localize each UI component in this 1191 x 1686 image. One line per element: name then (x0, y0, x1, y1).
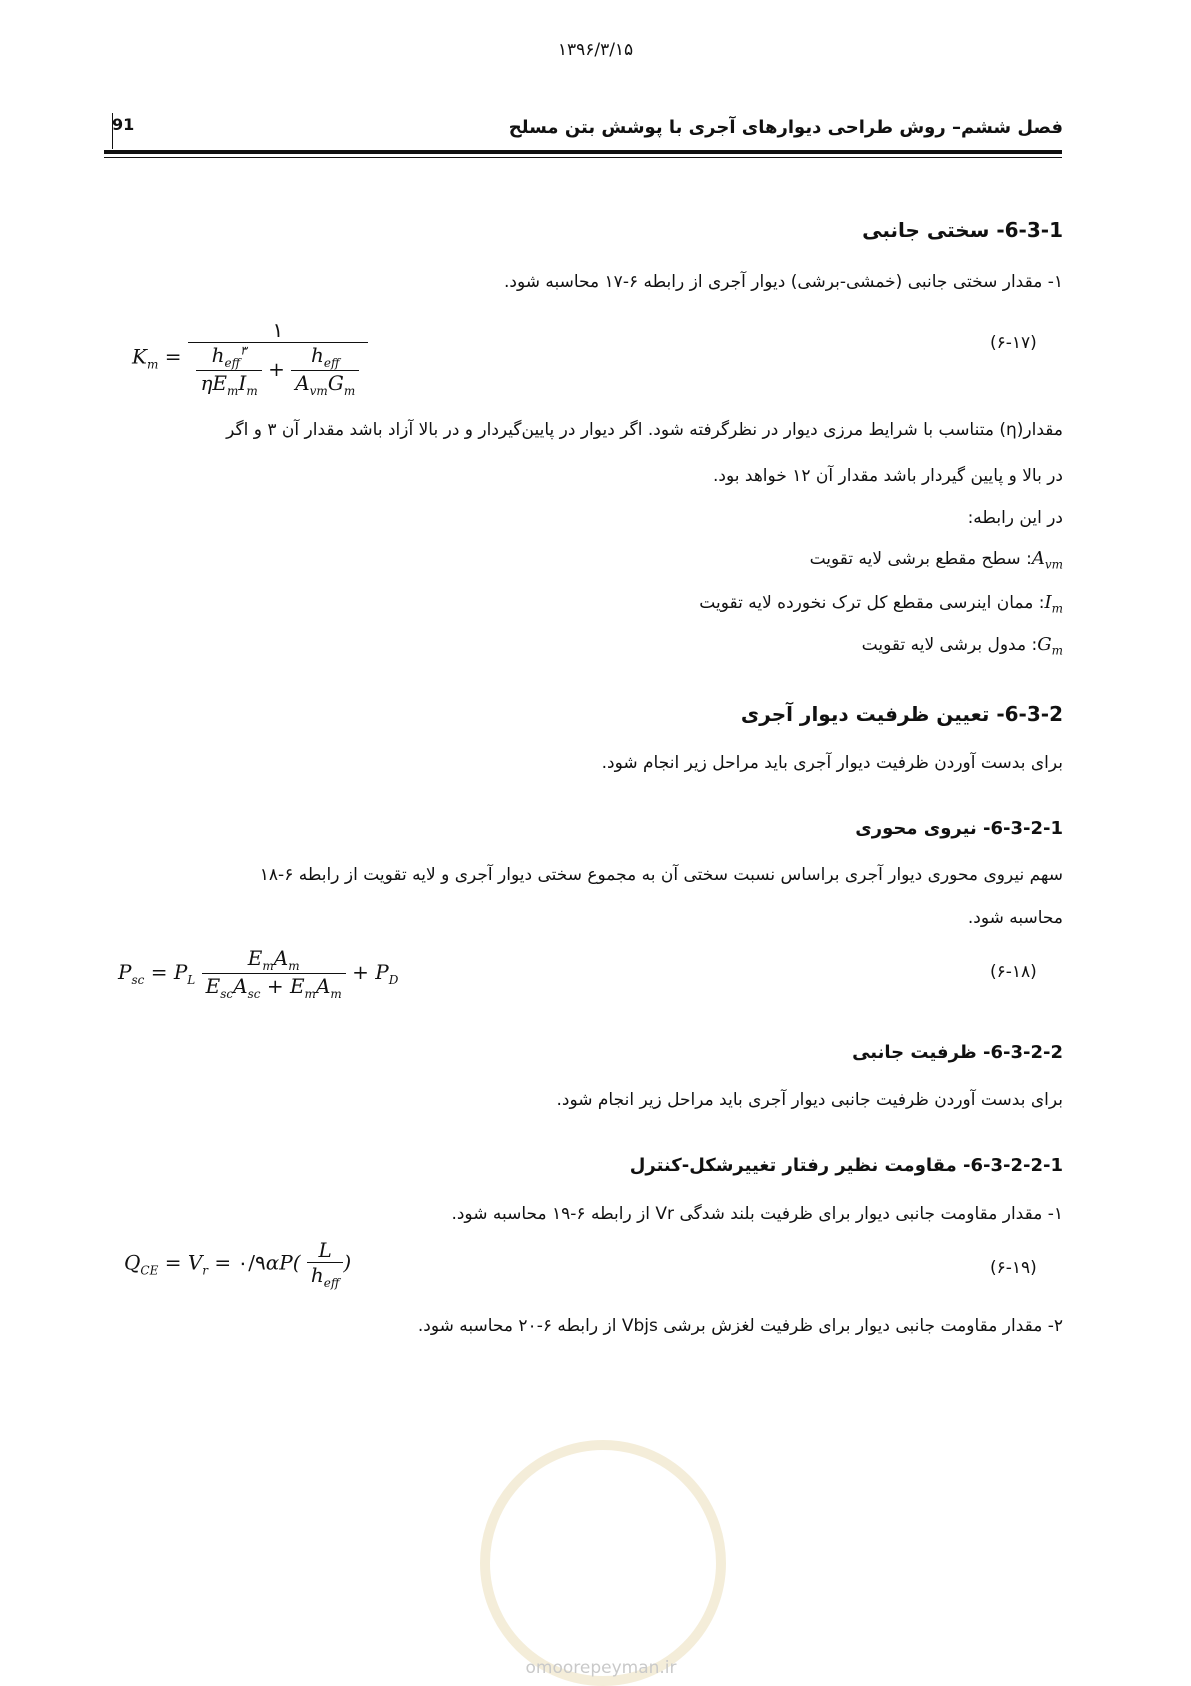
definition-avm: $A_{vm}$: سطح مقطع برشی لایه تقویت (809, 548, 1063, 572)
where-label: در این رابطه: (967, 508, 1063, 528)
paragraph-stiffness-intro: ۱- مقدار سختی جانبی (خمشی-برشی) دیوار آجری از رابطه ۶-۱۷ محاسبه شود. (503, 272, 1063, 292)
paragraph-capacity: برای بدست آوردن ظرفیت دیوار آجری باید مراحل زیر انجام شود. (601, 753, 1063, 773)
definition-im: $I_m$: ممان اینرسی مقطع کل ترک نخورده لایه تقویت (699, 592, 1063, 616)
paragraph-eta-1: مقدار(η) متناسب با شرایط مرزی دیوار در نظرگرفته شود. اگر دیوار در پایین‌گیردار و در بالا آزاد باشد مقدار آن ۳ و اگر (226, 420, 1063, 440)
section-heading-lateral-stiffness: 6-3-1- سختی جانبی (862, 218, 1063, 242)
chapter-title: فصل ششم– روش طراحی دیوارهای آجری با پوشش بتن مسلح (508, 117, 1063, 138)
equation-number-17: (۶-۱۷) (990, 333, 1037, 353)
equation-19: $Q_{CE} = V_r$ = ۰/۹αP( $\frac{L}{h_{eff}}$ ) (124, 1238, 352, 1290)
paragraph-rocking: ۱- مقدار مقاومت جانبی دیوار برای ظرفیت بلند شدگی Vr از رابطه ۶-۱۹ محاسبه شود. (451, 1204, 1063, 1224)
page-number: 91 (112, 115, 135, 134)
print-date: ۱۳۹۶/۳/۱۵ (557, 40, 634, 60)
section-heading-lateral-capacity: 6-3-2-2- ظرفیت جانبی (852, 1042, 1063, 1063)
paragraph-axial-1: سهم نیروی محوری دیوار آجری براساس نسبت سختی آن به مجموع سختی دیوار آجری و لایه تقویت از رابطه ۶-۱۸ (259, 865, 1063, 885)
paragraph-axial-2: محاسبه شود. (967, 908, 1063, 928)
section-heading-wall-capacity: 6-3-2- تعیین ظرفیت دیوار آجری (740, 702, 1063, 726)
paragraph-eta-2: در بالا و پایین گیردار باشد مقدار آن ۱۲ خواهد بود. (713, 466, 1063, 486)
section-heading-axial-force: 6-3-2-1- نیروی محوری (855, 818, 1063, 839)
header-rule-thin (104, 157, 1062, 158)
watermark-text: omoorepeyman.ir (525, 1658, 677, 1678)
equation-18: $P_{sc} = P_L$ $\frac{E_mA_m}{E_{sc}A_{sc} + E_mA_m}$ + $P_D$ (118, 946, 399, 1001)
section-heading-deformation-controlled: 6-3-2-2-1- مقاومت نظیر رفتار تغییرشکل-کنترل (629, 1155, 1063, 1176)
watermark-seal (480, 1440, 726, 1686)
paragraph-sliding: ۲- مقدار مقاومت جانبی دیوار برای ظرفیت لغزش برشی Vbjs از رابطه ۶-۲۰ محاسبه شود. (417, 1316, 1063, 1336)
equation-17: $K_m$ = ۱ $\frac{h_{eff}^۳}{\eta E_mI_m}$ + $\frac{h_{eff}}{A_{vm}G_m}$ (132, 318, 368, 398)
definition-gm: $G_m$: مدول برشی لایه تقویت (861, 634, 1063, 658)
paragraph-lateral-capacity: برای بدست آوردن ظرفیت جانبی دیوار آجری باید مراحل زیر انجام شود. (556, 1090, 1063, 1110)
header-rule (104, 150, 1062, 154)
equation-number-19: (۶-۱۹) (990, 1258, 1037, 1278)
equation-number-18: (۶-۱۸) (990, 962, 1037, 982)
